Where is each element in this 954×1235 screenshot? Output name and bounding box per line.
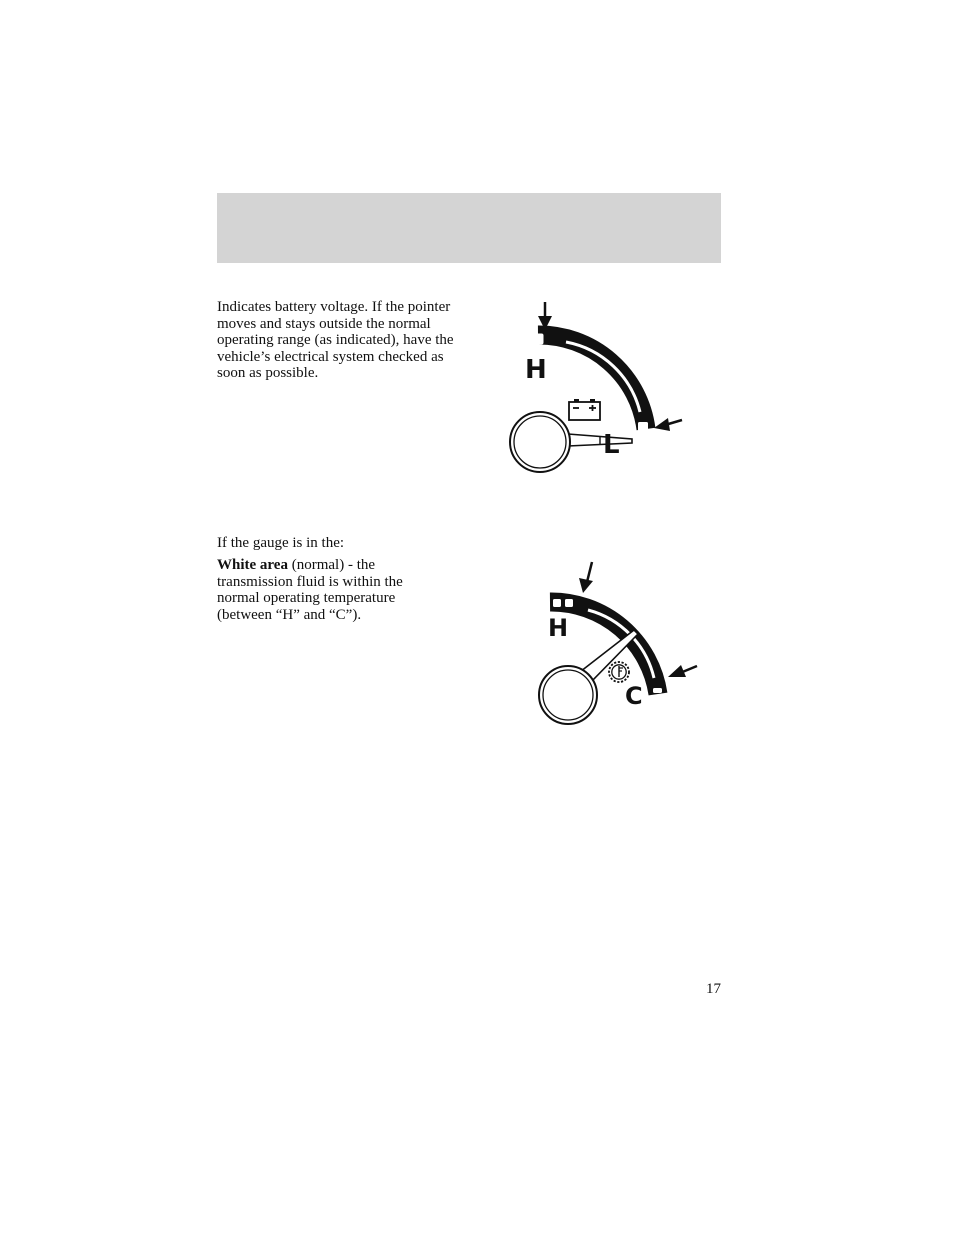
transmission-intro: If the gauge is in the: <box>217 535 345 551</box>
transmission-high-label: H <box>548 614 569 642</box>
voltmeter-low-label: L <box>603 430 620 460</box>
battery-icon <box>569 399 600 420</box>
white-area-label: White area <box>217 557 288 573</box>
lower-limit-arrow-icon <box>668 665 697 677</box>
voltmeter-gauge-illustration <box>500 298 700 478</box>
transmission-cold-label: C <box>625 682 643 710</box>
section-header-bar <box>217 193 721 263</box>
voltmeter-high-label: H <box>525 355 547 385</box>
white-area-text: (normal) - the transmission fluid is within the normal operating temperature (between “H” and “C”). <box>217 557 403 623</box>
upper-limit-arrow-icon <box>579 562 593 593</box>
lower-limit-arrow-icon <box>654 418 682 431</box>
white-area-description <box>217 557 437 623</box>
voltage-description: Indicates battery voltage. If the pointer moves and stays outside the normal operating range (as indicated), have the vehicle’s electrical system checked as soon as possible. <box>217 299 454 381</box>
page-number: 17 <box>706 981 721 997</box>
transmission-temperature-icon <box>609 662 629 682</box>
transmission-temperature-gauge-illustration <box>530 558 710 728</box>
